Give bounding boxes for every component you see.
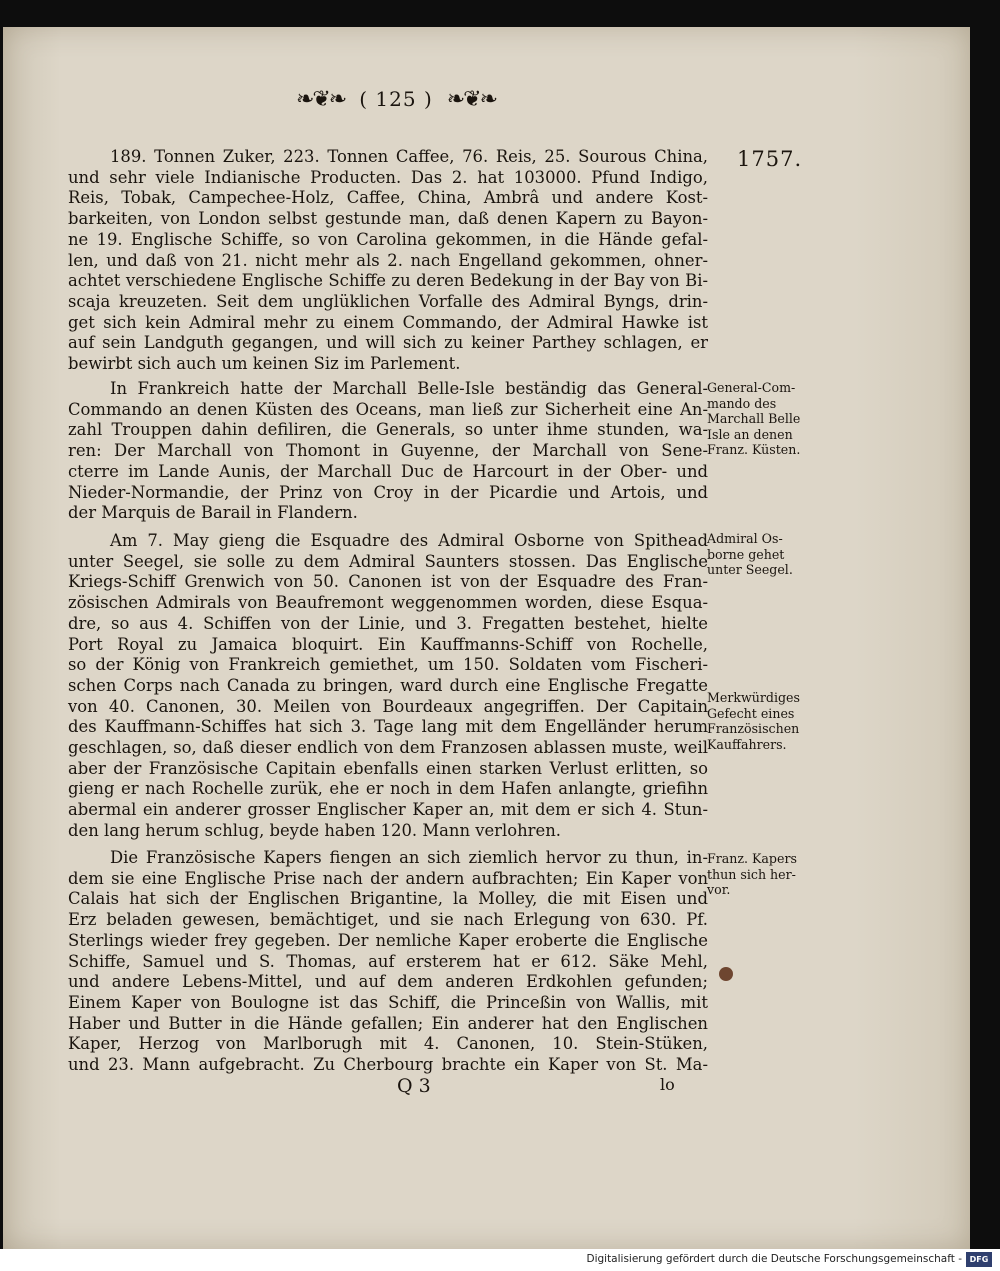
text-line: Einem Kaper von Boulogne ist das Schiff, die Princeßin von Wallis, mit xyxy=(68,992,708,1012)
margin-note xyxy=(707,851,815,898)
text-line: In Frankreich hatte der Marchall Belle-Isle beständig das General- xyxy=(110,379,708,398)
text-line: des Kauffmann-Schiffes hat sich 3. Tage lang mit dem Engelländer herum xyxy=(68,717,708,737)
margin-note-line: Französischen xyxy=(707,721,800,736)
text-line: aber der Französische Capitain ebenfalls einen starken Verlust erlitten, so xyxy=(68,758,708,778)
ornament-right: ❧❦❧ xyxy=(446,86,497,112)
year-marginal: 1757. xyxy=(737,147,803,171)
margin-note xyxy=(707,531,815,578)
text-line: von 40. Canonen, 30. Meilen von Bourdeaux angegriffen. Der Capitain xyxy=(68,696,708,716)
text-line: der Marquis de Barail in Flandern. xyxy=(68,503,358,523)
margin-note-line: thun sich her- xyxy=(707,866,796,882)
text-line: gieng er nach Rochelle zurük, ehe er noch in dem Hafen anlangte, griefihn xyxy=(68,779,708,799)
text-line: auf sein Landguth gegangen, und will sich zu keiner Parthey schlagen, er xyxy=(68,333,708,353)
text-line: ren: Der Marchall von Thomont in Guyenne, der Marchall von Sene- xyxy=(68,441,708,461)
paragraph xyxy=(68,531,708,842)
text-line: so der König von Frankreich gemiethet, um 150. Soldaten vom Fischeri- xyxy=(68,655,708,675)
dfg-logo: DFG xyxy=(966,1252,992,1267)
text-line: barkeiten, von London selbst gestunde man, daß denen Kapern zu Bayon- xyxy=(68,209,708,229)
margin-note-line: mando des xyxy=(707,395,777,411)
signature-mark: Q 3 xyxy=(397,1075,431,1097)
text-line: cterre im Lande Aunis, der Marchall Duc de Harcourt in der Ober- und xyxy=(68,461,708,481)
margin-note-line: Franz. Kapers xyxy=(707,851,797,866)
text-line: und sehr viele Indianische Producten. Das 2. hat 103000. Pfund Indigo, xyxy=(68,167,708,187)
text-line: zösischen Admirals von Beaufremont weggenommen worden, diese Esqua- xyxy=(68,593,708,613)
margin-note-line: borne gehet xyxy=(707,546,785,562)
text-line: Reis, Tobak, Campechee-Holz, Caffee, China, Ambrâ und andere Kost- xyxy=(68,188,708,208)
text-line: scaja kreuzeten. Seit dem unglüklichen Vorfalle des Admiral Byngs, drin- xyxy=(68,291,708,311)
text-line: Calais hat sich der Englischen Brigantine, la Molley, die mit Eisen und xyxy=(68,889,708,909)
text-line: geschlagen, so, daß dieser endlich von dem Franzosen ablassen muste, weil xyxy=(68,738,708,758)
margin-note-line: unter Seegel. xyxy=(707,562,793,577)
text-line: Erz beladen gewesen, bemächtiget, und sie nach Erlegung von 630. Pf. xyxy=(68,910,708,930)
text-line: und 23. Mann aufgebracht. Zu Cherbourg brachte ein Kaper von St. Ma- xyxy=(68,1055,708,1075)
margin-note-line: General-Com- xyxy=(707,380,796,395)
text-line: Die Französische Kapers fiengen an sich ziemlich hervor zu thun, in- xyxy=(110,848,708,867)
margin-note-line: vor. xyxy=(707,882,731,897)
text-line: Kaper, Herzog von Marlborugh mit 4. Canonen, 10. Stein-Stüken, xyxy=(68,1034,708,1054)
margin-note-line: Franz. Küsten. xyxy=(707,442,801,457)
text-line: unter Seegel, sie solle zu dem Admiral Saunters stossen. Das Englische xyxy=(68,551,708,571)
paragraph xyxy=(68,379,708,524)
text-line: Am 7. May gieng die Esquadre des Admiral Osborne von Spithead xyxy=(110,531,708,550)
page-number: ( 125 ) xyxy=(359,87,433,111)
footer-bar xyxy=(0,1249,1000,1271)
text-line: 189. Tonnen Zuker, 223. Tonnen Caffee, 76. Reis, 25. Sourous China, xyxy=(110,147,708,166)
margin-note-line: Isle an denen xyxy=(707,426,793,442)
text-line: dem sie eine Englische Prise nach der andern aufbrachten; Ein Kaper von xyxy=(68,868,708,888)
text-line: und andere Lebens-Mittel, und auf dem anderen Erdkohlen gefunden; xyxy=(68,972,708,992)
text-line: Kriegs-Schiff Grenwich von 50. Canonen ist von der Esquadre des Fran- xyxy=(68,572,708,592)
text-line: Port Royal zu Jamaica bloquirt. Ein Kauffmanns-Schiff von Rochelle, xyxy=(68,634,708,654)
text-line: Commando an denen Küsten des Oceans, man ließ zur Sicherheit eine An- xyxy=(68,399,708,419)
text-line: den lang herum schlug, beyde haben 120. Mann verlohren. xyxy=(68,820,561,840)
text-line: Haber und Butter in die Hände gefallen; Ein anderer hat den Englischen xyxy=(68,1013,708,1033)
margin-note-line: Admiral Os- xyxy=(707,531,783,546)
text-line: Schiffe, Samuel und S. Thomas, auf ersterem hat er 612. Säke Mehl, xyxy=(68,951,708,971)
page-header xyxy=(286,84,506,114)
footer-credit: Digitalisierung gefördert durch die Deutsche Forschungsgemeinschaft - xyxy=(586,1253,962,1265)
text-line: abermal ein anderer grosser Englischer Kaper an, mit dem er sich 4. Stun- xyxy=(68,800,708,820)
margin-note-line: Kauffahrers. xyxy=(707,736,787,752)
text-line: schen Corps nach Canada zu bringen, ward durch eine Englische Fregatte xyxy=(68,675,708,695)
text-line: Sterlings wieder frey gegeben. Der nemliche Kaper eroberte die Englische xyxy=(68,930,708,950)
margin-note-line: Gefecht eines xyxy=(707,705,795,721)
paragraph xyxy=(68,848,708,1076)
margin-note xyxy=(707,690,815,752)
ink-spot xyxy=(719,967,733,981)
text-line: get sich kein Admiral mehr zu einem Commando, der Admiral Hawke ist xyxy=(68,312,708,332)
ornament-left: ❧❦❧ xyxy=(295,86,346,112)
catchword: lo xyxy=(660,1075,675,1094)
text-line: Nieder-Normandie, der Prinz von Croy in der Picardie und Artois, und xyxy=(68,482,708,502)
text-line: zahl Trouppen dahin defiliren, die Generals, so unter ihme stunden, wa- xyxy=(68,420,708,440)
text-line: ne 19. Englische Schiffe, so von Carolina gekommen, in die Hände gefal- xyxy=(68,229,708,249)
margin-note-line: Merkwürdiges xyxy=(707,690,800,705)
text-line: dre, so aus 4. Schiffen von der Linie, und 3. Fregatten bestehet, hielte xyxy=(68,613,708,633)
text-line: achtet verschiedene Englische Schiffe zu deren Bedekung in der Bay von Bi- xyxy=(68,271,708,291)
margin-note-line: Marchall Belle xyxy=(707,411,801,426)
text-line: len, und daß von 21. nicht mehr als 2. nach Engelland gekommen, ohner- xyxy=(68,250,708,270)
paragraph xyxy=(68,147,708,375)
margin-note xyxy=(707,380,815,458)
text-line: bewirbt sich auch um keinen Siz im Parlement. xyxy=(68,354,461,374)
